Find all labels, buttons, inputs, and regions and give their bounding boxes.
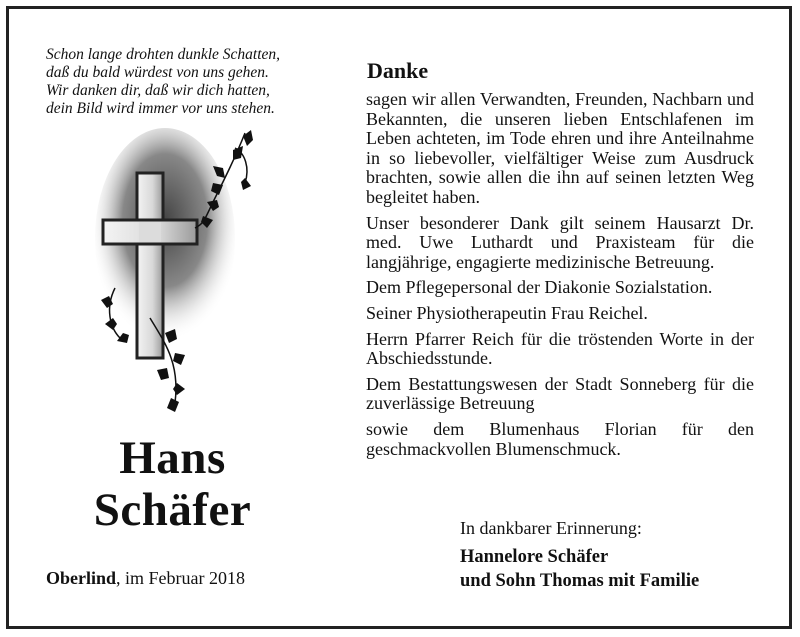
thanks-paragraph: Seiner Physiotherapeutin Frau Reichel. <box>366 302 648 323</box>
closing-line: In dankbarer Erinnerung: <box>460 518 642 538</box>
thanks-paragraph: Dem Pflegepersonal der Diakonie Sozialstation. <box>366 277 713 298</box>
date-text: , im Februar 2018 <box>116 568 245 588</box>
poem-line: Schon lange drohten dunkle Schatten, <box>46 46 281 63</box>
poem-line: daß du bald würdest von uns gehen. <box>46 64 269 81</box>
cross-icon <box>95 128 265 418</box>
place-date <box>46 568 245 589</box>
signer: Hannelore Schäfer <box>460 547 609 567</box>
thanks-heading: Danke <box>367 58 429 83</box>
deceased-first-name: Hans <box>119 432 226 484</box>
thanks-paragraph: sagen wir allen Verwandten, Freunden, Nachbarn und Bekannten, die unseren lieben Entschlafenen im Leben achteten, im Tode ehren und ihre Anteilnahme in so liebevoller, vielfältiger Weise zum Ausdruck brachten, sowie allen die ihn auf seinen letzten Weg begleitet haben. <box>366 89 754 207</box>
thanks-paragraph: Herrn Pfarrer Reich für die tröstenden Worte in der Abschiedsstunde. <box>366 328 754 369</box>
poem <box>46 46 336 118</box>
cross-with-ivy-image <box>95 128 265 418</box>
signer: und Sohn Thomas mit Familie <box>460 571 700 591</box>
place-name: Oberlind <box>46 568 117 588</box>
thanks-paragraph: sowie dem Blumenhaus Florian für den geschmackvollen Blumenschmuck. <box>366 418 754 459</box>
thanks-paragraph: Unser besonderer Dank gilt seinem Hausarzt Dr. med. Uwe Luthardt und Praxisteam für die langjährige, engagierte medizinische Betreuung. <box>366 212 754 272</box>
poem-line: dein Bild wird immer vor uns stehen. <box>46 100 275 117</box>
thanks-section <box>366 58 754 465</box>
deceased-name <box>30 432 315 536</box>
thanks-paragraph: Dem Bestattungswesen der Stadt Sonneberg für die zuverlässige Betreuung <box>366 373 754 414</box>
deceased-last-name: Schäfer <box>93 484 252 536</box>
signers <box>460 545 699 593</box>
poem-line: Wir danken dir, daß wir dich hatten, <box>46 82 270 99</box>
